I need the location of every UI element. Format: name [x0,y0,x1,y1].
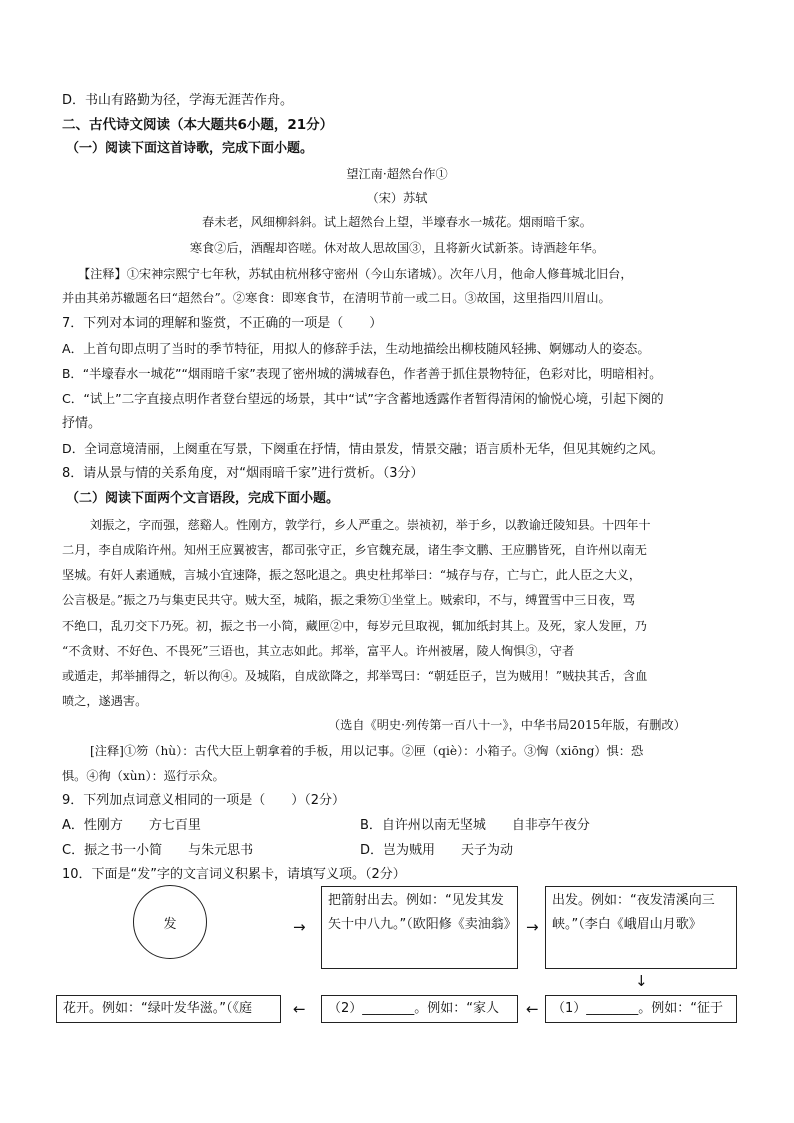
card-blank-1-text: （1）________。例如：“征于 [552,1001,724,1016]
passage-line-3: 坚城。有奸人素通贼，言城小宜速降，振之怒叱退之。典史杜邦举曰：“城存与存，亡与亡，此人臣之大义， [62,568,642,582]
q9-option-b: B．自许州以南无坚城 自非亭午夜分 [360,818,590,833]
passage-line-1: 刘振之，字而强，慈谿人。性刚方，敦学行，乡人严重之。崇祯初，举于乡，以教谕迁陵知县。十四年十 [90,518,651,532]
q7-stem: 7．下列对本词的理解和鉴赏，不正确的一项是（ ） [62,316,383,331]
passage-line-8: 喷之，遂遇害。 [62,694,148,708]
poem-line-1: 春未老，风细柳斜斜。试上超然台上望，半壕春水一城花。烟雨暗千家。 [202,215,592,229]
passage-line-5: 不绝口，乱刃交下乃死。初，振之书一小简，藏匣②中，每岁元旦取视，辄加纸封其上。及死，家人发匣，乃 [62,619,647,633]
q7-option-c-cont: 抒情。 [62,416,102,431]
prev-option-d: D．书山有路勤为径，学海无涯苦作舟。 [62,93,294,108]
card-shoot-arrow [321,886,518,969]
card-blank-1[interactable] [545,995,737,1023]
card-blossom [56,995,281,1023]
part-2-title: （二）阅读下面两个文言语段，完成下面小题。 [66,491,340,506]
q9-option-d: D．岂为贼用 天子为动 [360,843,514,858]
q8-stem: 8．请从景与情的关系角度，对“烟雨暗千家”进行赏析。（3分） [62,466,424,481]
q7-option-a: A．上首句即点明了当时的季节特征，用拟人的修辞手法，生动地描绘出柳枝随风轻拂、婀娜动人的姿态。 [62,341,650,356]
passage-line-2: 二月，李自成陷许州。知州王应翼被害，都司张守正，乡官魏充晟，诸生李文鹏、王应鹏皆死，自许州以南无 [62,543,647,557]
poem-note-line-2: 并由其弟苏辙题名曰“超然台”。②寒食：即寒食节，在清明节前一或二日。③故国，这里指四川眉山。 [62,291,611,305]
q9-option-a: A．性刚方 方七百里 [62,818,201,833]
passage-note-line-1: [注释]①笏（hù）：古代大臣上朝拿着的手板，用以记事。②匣（qiè）：小箱子。③恟（xiōng）惧：恐 [90,744,644,758]
passage-line-7: 或遁走，邦举捕得之，斩以徇④。及城陷，自成欲降之，邦举骂曰：“朝廷臣子，岂为贼用！”贼抉其舌，含血 [62,669,648,683]
q9-option-c: C．振之书一小简 与朱元思书 [62,843,254,858]
card-depart-text: 出发。例如：“夜发清溪向三峡。”（李白《峨眉山月歌》 [552,893,715,932]
q7-option-b: B．“半壕春水一城花”“烟雨暗千家”表现了密州城的满城春色，作者善于抓住景物特征，色彩对比，明暗相衬。 [62,367,662,381]
center-character: 发 [163,916,177,932]
poem-note-line-1: 【注释】①宋神宗熙宁七年秋，苏轼由杭州移守密州（今山东诸城）。次年八月，他命人修葺城北旧台， [78,267,633,281]
card-depart [545,886,737,969]
poem-line-2: 寒食②后，酒醒却咨嗟。休对故人思故国③，且将新火试新茶。诗酒趁年华。 [189,241,605,255]
section-2-title: 二、古代诗文阅读（本大题共6小题，21分） [62,117,334,133]
poem-author: （宋）苏轼 [366,191,428,205]
passage-note-line-2: 惧。④徇（xùn）：巡行示众。 [62,769,225,783]
passage-line-6: “不贪财、不好色、不畏死”三语也，其立志如此。邦举，富平人。许州被屠，陵人恟惧③，守者 [62,644,575,658]
poem-title: 望江南·超然台作① [346,167,448,181]
q7-option-d: D．全词意境清丽，上阕重在写景，下阕重在抒情，情由景发，情景交融；语言质朴无华，但见其婉约之风。 [62,441,664,456]
passage-source: （选自《明史·列传第一百八十一》，中华书局2015年版，有删改） [328,718,686,732]
arrow-down-icon: ↓ [635,972,648,990]
part-1-title: （一）阅读下面这首诗歌，完成下面小题。 [66,141,314,156]
center-character-circle [133,885,207,959]
arrow-right-icon: → [526,918,539,936]
arrow-right-icon: → [293,918,306,936]
arrow-left-icon: ← [526,1000,539,1018]
q10-stem: 10．下面是“发”字的文言词义积累卡，请填写义项。（2分） [62,867,406,882]
q9-stem: 9．下列加点词意义相同的一项是（ ）（2分） [62,793,346,808]
arrow-left-icon: ← [293,1000,306,1018]
card-blank-2-text: （2）________。例如：“家人 [328,1001,500,1016]
card-blank-2[interactable] [321,995,518,1023]
passage-line-4: 公言极是。”振之乃与集吏民共守。贼大至，城陷，振之秉笏①坐堂上。贼索印，不与，缚置雪中三日夜，骂 [62,593,635,607]
q7-option-c: C．“试上”二字直接点明作者登台望远的场景，其中“试”字含蓄地透露作者暂得清闲的愉悦心境，引起下阕的 [62,391,664,406]
card-shoot-arrow-text: 把箭射出去。例如：“见发其发矢十中八九。”（欧阳修《卖油翁》 [328,893,517,932]
card-blossom-text: 花开。例如：“绿叶发华滋。”（《庭 [63,1001,252,1016]
